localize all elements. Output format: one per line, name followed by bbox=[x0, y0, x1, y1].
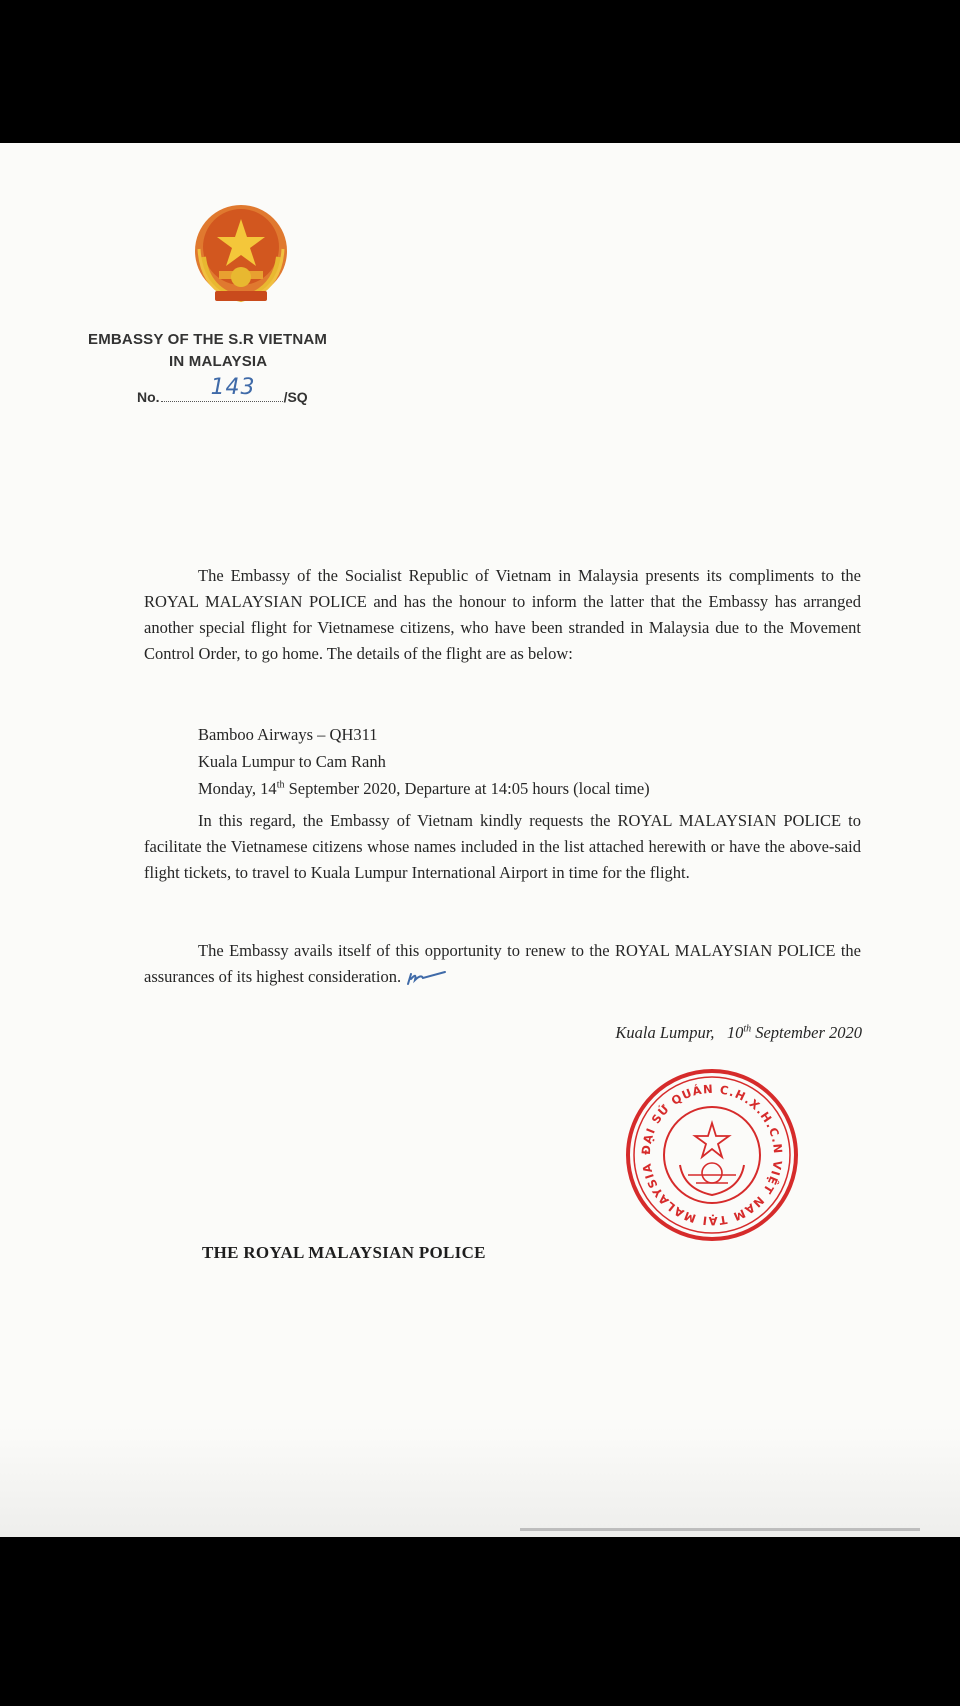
embassy-name-line2: IN MALAYSIA bbox=[169, 353, 268, 370]
ref-handwritten-number: 143 bbox=[210, 375, 256, 400]
embassy-seal-stamp-icon bbox=[622, 1065, 802, 1245]
flight-airline: Bamboo Airways – QH311 bbox=[198, 725, 378, 744]
ref-prefix: No. bbox=[137, 389, 160, 405]
body-paragraph-2: In this regard, the Embassy of Vietnam kindly requests the ROYAL MALAYSIAN POLICE to facilitate the Vietnamese citizens whose names included in the list attached herewith or have the above-said flight tickets, to travel to Kuala Lumpur International Airport in time for the flight. bbox=[144, 811, 861, 882]
ref-suffix: /SQ bbox=[283, 389, 308, 405]
handwritten-initials-icon bbox=[405, 968, 451, 988]
body-paragraph-3: The Embassy avails itself of this opportunity to renew to the ROYAL MALAYSIAN POLICE the assurances of its highest consideration. bbox=[144, 938, 861, 990]
addressee: THE ROYAL MALAYSIAN POLICE bbox=[202, 1243, 486, 1262]
embassy-name-line1: EMBASSY OF THE S.R VIETNAM bbox=[88, 331, 328, 348]
page-bottom-shade bbox=[0, 1427, 960, 1537]
seal-ring-text: ĐẠI SỨ QUÁN C.H.X.H.C.N VIỆT NAM TẠI MALAYSIA bbox=[638, 1081, 786, 1229]
ref-dotted-line bbox=[161, 375, 283, 402]
vietnam-national-emblem-icon bbox=[185, 199, 297, 311]
body-paragraph-1: The Embassy of the Socialist Republic of Vietnam in Malaysia presents its compliments to the ROYAL MALAYSIAN POLICE and has the honour to inform the latter that the Embassy has arranged another special flight for Vietnamese citizens, who have been stranded in Malaysia due to the Movement Control Order, to go home. The details of the flight are as below: bbox=[144, 566, 861, 663]
svg-text:ĐẠI SỨ QUÁN C.H.X.H.C.N VIỆT N bbox=[639, 1082, 785, 1228]
place-and-date: Kuala Lumpur, 10th September 2020 bbox=[615, 1023, 862, 1042]
letter-page bbox=[0, 143, 960, 1537]
page-edge-line bbox=[520, 1528, 920, 1531]
flight-route: Kuala Lumpur to Cam Ranh bbox=[198, 752, 386, 771]
reference-number bbox=[137, 375, 308, 405]
flight-date-time: Monday, 14th September 2020, Departure at 14:05 hours (local time) bbox=[198, 779, 650, 798]
